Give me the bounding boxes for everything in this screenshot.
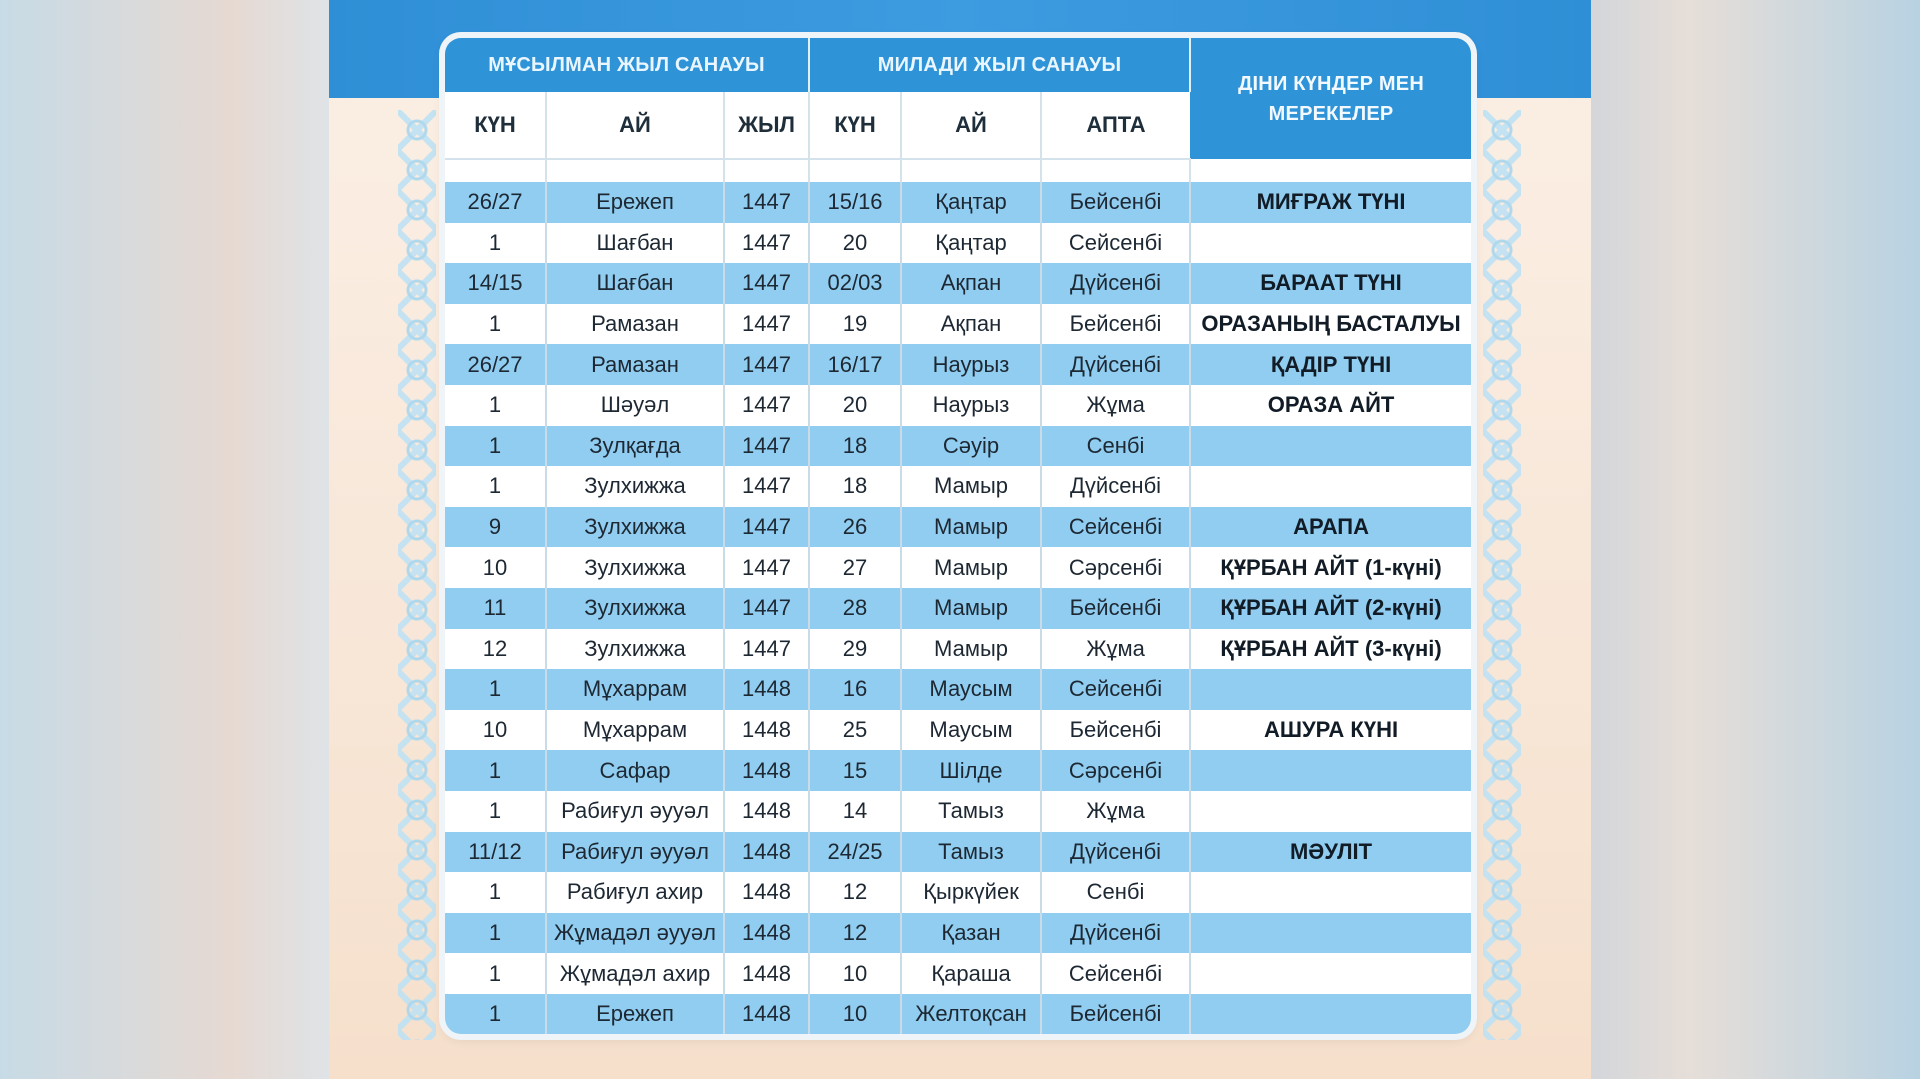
hijri-year-cell: 1447: [724, 344, 809, 385]
gregorian-month-cell: Сәуір: [901, 426, 1041, 467]
weekday-cell: Сәрсенбі: [1041, 547, 1190, 588]
table-row: [445, 832, 1471, 873]
hijri-day-cell: 9: [445, 507, 546, 548]
weekday-cell: Жұма: [1041, 629, 1190, 670]
weekday-cell: Бейсенбі: [1041, 994, 1190, 1034]
hijri-month-cell: Ережеп: [546, 182, 724, 223]
gregorian-month-cell: Ақпан: [901, 304, 1041, 345]
hijri-day-cell: 26/27: [445, 344, 546, 385]
hijri-year-cell: 1448: [724, 872, 809, 913]
event-cell: АРАПА: [1190, 507, 1471, 548]
hijri-day-cell: 1: [445, 304, 546, 345]
event-cell: МИҒРАЖ ТҮНІ: [1190, 182, 1471, 223]
hijri-day-cell: 1: [445, 953, 546, 994]
hijri-month-cell: Шәуәл: [546, 385, 724, 426]
gregorian-month-cell: Маусым: [901, 710, 1041, 751]
hijri-day-cell: 1: [445, 913, 546, 954]
event-cell: [1190, 426, 1471, 467]
calendar-poster: [329, 0, 1591, 1079]
weekday-cell: Бейсенбі: [1041, 588, 1190, 629]
table-row: [445, 507, 1471, 548]
hijri-day-cell: 1: [445, 994, 546, 1034]
gregorian-month-cell: Наурыз: [901, 385, 1041, 426]
table-row: [445, 913, 1471, 954]
gregorian-day-cell: 26: [809, 507, 901, 548]
hijri-month-cell: Жұмадәл ахир: [546, 953, 724, 994]
hijri-month-cell: Шағбан: [546, 263, 724, 304]
hijri-day-cell: 1: [445, 385, 546, 426]
hijri-day-cell: 12: [445, 629, 546, 670]
table-row: [445, 710, 1471, 751]
event-cell: БАРААТ ТҮНІ: [1190, 263, 1471, 304]
event-cell: [1190, 913, 1471, 954]
gregorian-day-cell: 28: [809, 588, 901, 629]
hijri-month-cell: Шағбан: [546, 223, 724, 264]
table-row: [445, 669, 1471, 710]
weekday-cell: Сенбі: [1041, 872, 1190, 913]
event-cell: [1190, 953, 1471, 994]
hijri-day-cell: 1: [445, 223, 546, 264]
hijri-month-cell: Мұхаррам: [546, 710, 724, 751]
gregorian-month-cell: Мамыр: [901, 507, 1041, 548]
weekday-cell: Дүйсенбі: [1041, 263, 1190, 304]
gregorian-day-cell: 16: [809, 669, 901, 710]
weekday-header: АПТА: [1041, 92, 1190, 159]
table-row: [445, 182, 1471, 223]
hijri-year-cell: 1448: [724, 994, 809, 1034]
hijri-month-cell: Зулхижжа: [546, 629, 724, 670]
gregorian-day-cell: 29: [809, 629, 901, 670]
hijri-day-cell: 1: [445, 466, 546, 507]
table-row: [445, 223, 1471, 264]
gregorian-month-cell: Қараша: [901, 953, 1041, 994]
weekday-cell: Бейсенбі: [1041, 182, 1190, 223]
event-cell: [1190, 466, 1471, 507]
weekday-cell: Сәрсенбі: [1041, 750, 1190, 791]
hijri-year-cell: 1447: [724, 223, 809, 264]
gregorian-day-cell: 15: [809, 750, 901, 791]
gregorian-day-cell: 20: [809, 385, 901, 426]
gregorian-day-cell: 02/03: [809, 263, 901, 304]
hijri-year-cell: 1447: [724, 588, 809, 629]
gregorian-day-cell: 19: [809, 304, 901, 345]
gregorian-month-cell: Шілде: [901, 750, 1041, 791]
gregorian-day-cell: 18: [809, 466, 901, 507]
gregorian-month-cell: Тамыз: [901, 791, 1041, 832]
hijri-month-cell: Зулхижжа: [546, 547, 724, 588]
gregorian-month-cell: Ақпан: [901, 263, 1041, 304]
table-row: [445, 629, 1471, 670]
table-row: [445, 750, 1471, 791]
weekday-cell: Сейсенбі: [1041, 507, 1190, 548]
religious-days-header: ДІНИ КҮНДЕР МЕН МЕРЕКЕЛЕР: [1190, 38, 1471, 159]
hijri-month-cell: Зулқағда: [546, 426, 724, 467]
weekday-cell: Дүйсенбі: [1041, 832, 1190, 873]
table-row: [445, 426, 1471, 467]
gregorian-day-cell: 12: [809, 872, 901, 913]
hijri-year-cell: 1447: [724, 182, 809, 223]
gregorian-day-cell: 27: [809, 547, 901, 588]
hijri-month-cell: Рамазан: [546, 344, 724, 385]
hijri-month-cell: Зулхижжа: [546, 507, 724, 548]
hijri-year-cell: 1447: [724, 507, 809, 548]
event-cell: ҚАДІР ТҮНІ: [1190, 344, 1471, 385]
hijri-month-header: АЙ: [546, 92, 724, 159]
weekday-cell: Дүйсенбі: [1041, 913, 1190, 954]
gregorian-day-cell: 25: [809, 710, 901, 751]
event-cell: МӘУЛІТ: [1190, 832, 1471, 873]
hijri-year-cell: 1448: [724, 913, 809, 954]
table-row: [445, 344, 1471, 385]
muslim-calendar-header: МҰСЫЛМАН ЖЫЛ САНАУЫ: [445, 38, 809, 92]
gregorian-month-cell: Маусым: [901, 669, 1041, 710]
event-cell: ОРАЗАНЫҢ БАСТАЛУЫ: [1190, 304, 1471, 345]
table-row: [445, 304, 1471, 345]
hijri-day-cell: 1: [445, 750, 546, 791]
hijri-year-cell: 1448: [724, 791, 809, 832]
weekday-cell: Бейсенбі: [1041, 304, 1190, 345]
gregorian-month-cell: Тамыз: [901, 832, 1041, 873]
header-spacer: [445, 159, 1471, 182]
weekday-cell: Сейсенбі: [1041, 953, 1190, 994]
gregorian-day-cell: 10: [809, 994, 901, 1034]
hijri-year-cell: 1447: [724, 629, 809, 670]
hijri-day-cell: 26/27: [445, 182, 546, 223]
gregorian-month-cell: Мамыр: [901, 547, 1041, 588]
calendar-table: [445, 38, 1471, 1034]
gregorian-day-cell: 15/16: [809, 182, 901, 223]
gregorian-month-cell: Желтоқсан: [901, 994, 1041, 1034]
right-ornament: [1483, 110, 1521, 1040]
hijri-year-cell: 1448: [724, 750, 809, 791]
gregorian-day-cell: 16/17: [809, 344, 901, 385]
table-row: [445, 263, 1471, 304]
weekday-cell: Жұма: [1041, 385, 1190, 426]
gregorian-day-cell: 18: [809, 426, 901, 467]
hijri-month-cell: Мұхаррам: [546, 669, 724, 710]
left-ornament: [398, 110, 436, 1040]
gregorian-day-header: КҮН: [809, 92, 901, 159]
gregorian-month-cell: Қазан: [901, 913, 1041, 954]
gregorian-month-cell: Қаңтар: [901, 182, 1041, 223]
hijri-month-cell: Рабиғул әууәл: [546, 791, 724, 832]
hijri-year-cell: 1448: [724, 710, 809, 751]
gregorian-day-cell: 20: [809, 223, 901, 264]
table-row: [445, 953, 1471, 994]
hijri-day-cell: 10: [445, 547, 546, 588]
weekday-cell: Дүйсенбі: [1041, 466, 1190, 507]
event-cell: ОРАЗА АЙТ: [1190, 385, 1471, 426]
hijri-year-cell: 1447: [724, 304, 809, 345]
gregorian-day-cell: 14: [809, 791, 901, 832]
event-cell: ҚҰРБАН АЙТ (1-күні): [1190, 547, 1471, 588]
gregorian-month-cell: Мамыр: [901, 588, 1041, 629]
weekday-cell: Бейсенбі: [1041, 710, 1190, 751]
table-row: [445, 466, 1471, 507]
hijri-year-header: ЖЫЛ: [724, 92, 809, 159]
hijri-day-cell: 11: [445, 588, 546, 629]
hijri-day-cell: 10: [445, 710, 546, 751]
hijri-month-cell: Рабиғул ахир: [546, 872, 724, 913]
table-row: [445, 588, 1471, 629]
hijri-year-cell: 1448: [724, 953, 809, 994]
event-cell: [1190, 872, 1471, 913]
event-cell: [1190, 994, 1471, 1034]
hijri-year-cell: 1447: [724, 263, 809, 304]
hijri-year-cell: 1448: [724, 669, 809, 710]
gregorian-calendar-header: МИЛАДИ ЖЫЛ САНАУЫ: [809, 38, 1190, 92]
hijri-month-cell: Жұмадәл әууәл: [546, 913, 724, 954]
hijri-year-cell: 1447: [724, 385, 809, 426]
hijri-day-cell: 11/12: [445, 832, 546, 873]
hijri-month-cell: Зулхижжа: [546, 588, 724, 629]
gregorian-month-cell: Наурыз: [901, 344, 1041, 385]
hijri-day-cell: 14/15: [445, 263, 546, 304]
table-row: [445, 872, 1471, 913]
event-cell: [1190, 750, 1471, 791]
hijri-year-cell: 1448: [724, 832, 809, 873]
table-row: [445, 791, 1471, 832]
weekday-cell: Жұма: [1041, 791, 1190, 832]
gregorian-month-cell: Мамыр: [901, 629, 1041, 670]
table-row: [445, 547, 1471, 588]
hijri-day-cell: 1: [445, 791, 546, 832]
gregorian-day-cell: 12: [809, 913, 901, 954]
gregorian-day-cell: 24/25: [809, 832, 901, 873]
weekday-cell: Сейсенбі: [1041, 223, 1190, 264]
event-cell: [1190, 791, 1471, 832]
gregorian-month-cell: Мамыр: [901, 466, 1041, 507]
weekday-cell: Сейсенбі: [1041, 669, 1190, 710]
event-cell: [1190, 223, 1471, 264]
hijri-year-cell: 1447: [724, 466, 809, 507]
hijri-month-cell: Сафар: [546, 750, 724, 791]
table-row: [445, 994, 1471, 1034]
hijri-day-cell: 1: [445, 872, 546, 913]
hijri-day-header: КҮН: [445, 92, 546, 159]
hijri-year-cell: 1447: [724, 547, 809, 588]
hijri-month-cell: Рабиғул әууәл: [546, 832, 724, 873]
gregorian-month-header: АЙ: [901, 92, 1041, 159]
calendar-rows: [445, 182, 1471, 1034]
calendar-table-card: [445, 38, 1471, 1034]
hijri-year-cell: 1447: [724, 426, 809, 467]
event-cell: [1190, 669, 1471, 710]
event-cell: АШУРА КҮНІ: [1190, 710, 1471, 751]
hijri-month-cell: Ережеп: [546, 994, 724, 1034]
gregorian-month-cell: Қаңтар: [901, 223, 1041, 264]
hijri-day-cell: 1: [445, 669, 546, 710]
hijri-month-cell: Зулхижжа: [546, 466, 724, 507]
table-row: [445, 385, 1471, 426]
event-cell: ҚҰРБАН АЙТ (3-күні): [1190, 629, 1471, 670]
gregorian-day-cell: 10: [809, 953, 901, 994]
event-cell: ҚҰРБАН АЙТ (2-күні): [1190, 588, 1471, 629]
hijri-day-cell: 1: [445, 426, 546, 467]
weekday-cell: Дүйсенбі: [1041, 344, 1190, 385]
weekday-cell: Сенбі: [1041, 426, 1190, 467]
gregorian-month-cell: Қыркүйек: [901, 872, 1041, 913]
hijri-month-cell: Рамазан: [546, 304, 724, 345]
